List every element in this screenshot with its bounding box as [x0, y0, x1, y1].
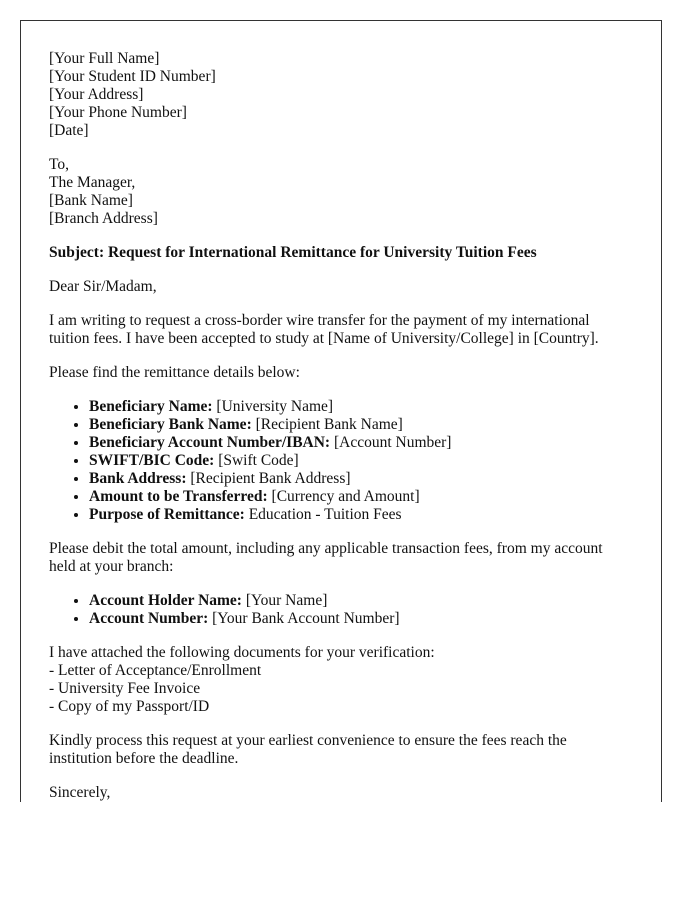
attachment-item: - Copy of my Passport/ID: [49, 698, 210, 715]
detail-value: [Your Bank Account Number]: [208, 610, 400, 627]
detail-value: [Your Name]: [241, 592, 328, 609]
sender-address: [Your Address]: [49, 86, 144, 103]
detail-label: SWIFT/BIC Code:: [89, 452, 215, 469]
detail-label: Account Holder Name:: [89, 592, 242, 609]
letter-date: [Date]: [49, 122, 89, 139]
list-item: [89, 416, 633, 434]
attachment-item: - Letter of Acceptance/Enrollment: [49, 662, 262, 679]
intro-paragraph: I am writing to request a cross-border wire transfer for the payment of my international tuition fees. I have been accepted to study at [Name of University/College] in [Country].: [49, 312, 599, 347]
recipient-title: The Manager,: [49, 174, 136, 191]
debit-instruction: Please debit the total amount, including any applicable transaction fees, from my account held at your branch:: [49, 540, 603, 575]
sender-block: [49, 50, 633, 140]
recipient-branch-address: [Branch Address]: [49, 210, 158, 227]
detail-value: [University Name]: [212, 398, 334, 415]
sender-student-id: [Your Student ID Number]: [49, 68, 216, 85]
detail-label: Beneficiary Account Number/IBAN:: [89, 434, 331, 451]
sender-name: [Your Full Name]: [49, 50, 160, 67]
detail-label: Beneficiary Bank Name:: [89, 416, 252, 433]
sign-off: Sincerely,: [49, 784, 111, 801]
detail-value: [Swift Code]: [214, 452, 299, 469]
account-details-list: [49, 592, 633, 628]
list-item: [89, 592, 633, 610]
list-item: [89, 434, 633, 452]
remittance-intro: Please find the remittance details below:: [49, 364, 300, 381]
detail-label: Beneficiary Name:: [89, 398, 213, 415]
detail-label: Purpose of Remittance:: [89, 506, 245, 523]
remittance-details-list: [49, 398, 633, 524]
detail-value: [Recipient Bank Address]: [186, 470, 351, 487]
list-item: [89, 398, 633, 416]
attachments-block: [49, 644, 633, 716]
list-item: [89, 610, 633, 628]
recipient-block: [49, 156, 633, 228]
closing-request: Kindly process this request at your earliest convenience to ensure the fees reach the institution before the deadline.: [49, 732, 567, 767]
list-item: [89, 452, 633, 470]
attachments-intro: I have attached the following documents for your verification:: [49, 644, 435, 661]
document-viewport: [20, 20, 662, 802]
list-item: [89, 488, 633, 506]
sender-phone: [Your Phone Number]: [49, 104, 187, 121]
list-item: [89, 506, 633, 524]
letter-document: [20, 20, 662, 802]
recipient-bank-name: [Bank Name]: [49, 192, 133, 209]
detail-value: [Currency and Amount]: [267, 488, 420, 505]
list-item: [89, 470, 633, 488]
attachment-item: - University Fee Invoice: [49, 680, 201, 697]
subject-line: Subject: Request for International Remittance for University Tuition Fees: [49, 244, 537, 261]
detail-label: Amount to be Transferred:: [89, 488, 268, 505]
detail-value: [Recipient Bank Name]: [251, 416, 403, 433]
recipient-to: To,: [49, 156, 70, 173]
detail-value: Education - Tuition Fees: [244, 506, 402, 523]
detail-label: Bank Address:: [89, 470, 187, 487]
salutation: Dear Sir/Madam,: [49, 278, 157, 295]
detail-label: Account Number:: [89, 610, 209, 627]
detail-value: [Account Number]: [330, 434, 452, 451]
